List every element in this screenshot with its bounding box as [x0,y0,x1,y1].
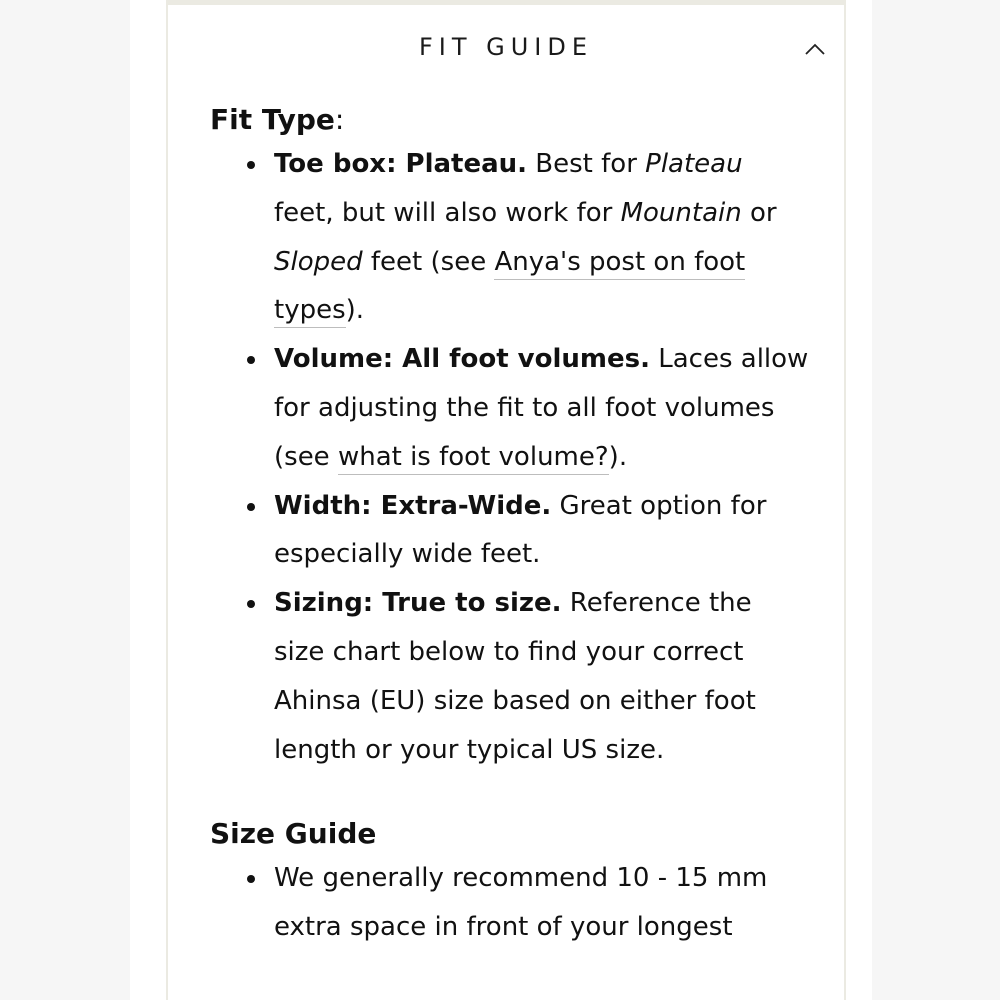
fit-type-heading: Fit Type: [210,103,345,136]
size-guide-heading: Size Guide [210,817,377,851]
accordion-title: FIT GUIDE [418,33,594,61]
item-lead: Toe box: Plateau. [274,149,528,179]
size-guide-list [210,854,810,952]
list-item-volume: Volume: All foot volumes. Laces allow for adjusting the fit to all foot volumes (see what is foot volume?). [210,335,810,481]
list-item-width: Width: Extra-Wide. Great option for especially wide feet. [210,482,810,580]
item-lead: Sizing: True to size. [274,588,562,619]
list-item-toe-box: Toe box: Plateau. Best for Plateau feet, but will also work for Mountain or Sloped feet (see Anya's post on foot types). [210,140,810,335]
fit-guide-content [210,100,810,952]
bullet-icon [247,600,255,608]
item-lead: Volume: All foot volumes. [274,344,650,375]
foot-types-post-link[interactable]: Anya's post on foot types [274,247,745,329]
list-item-size-recommendation: We generally recommend 10 - 15 mm extra space in front of your longest [210,854,810,952]
fit-guide-accordion-header[interactable] [168,5,844,100]
bullet-icon [247,356,255,364]
bullet-icon [247,875,255,883]
chevron-up-icon[interactable] [804,42,826,56]
item-lead: Width: Extra-Wide. [274,490,552,521]
list-item-sizing: Sizing: True to size. Reference the size chart below to find your correct Ahinsa (EU) size based on either foot length or your typical US size. [210,579,810,774]
fit-guide-panel [166,0,846,1000]
bullet-icon [247,503,255,511]
foot-volume-link[interactable]: what is foot volume? [338,442,609,475]
fit-type-list [210,140,810,774]
bullet-icon [247,161,255,169]
